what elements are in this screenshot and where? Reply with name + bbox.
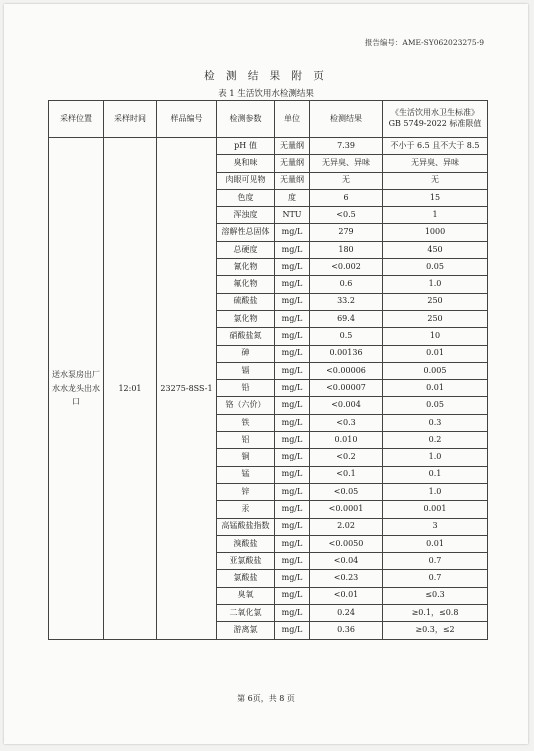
limit-cell: ≥0.1，≤0.8: [383, 605, 488, 622]
sample-time-cell: 12:01: [104, 138, 157, 640]
param-cell: 硝酸盐氮: [217, 328, 275, 345]
unit-cell: 无量纲: [275, 155, 310, 172]
param-cell: 色度: [217, 189, 275, 206]
limit-cell: 0.01: [383, 345, 488, 362]
result-cell: 0.36: [310, 622, 383, 639]
page-footer: 第 6页，共 8 页: [237, 694, 295, 703]
table-header-row: [49, 101, 488, 138]
header-sample-id: 样品编号: [157, 101, 217, 138]
result-cell: 6: [310, 189, 383, 206]
limit-cell: 1: [383, 207, 488, 224]
result-cell: 0.010: [310, 432, 383, 449]
result-cell: 33.2: [310, 293, 383, 310]
unit-cell: mg/L: [275, 483, 310, 500]
limit-cell: ≥0.3，≤2: [383, 622, 488, 639]
limit-cell: 0.001: [383, 501, 488, 518]
limit-cell: 0.3: [383, 414, 488, 431]
param-cell: 氰化物: [217, 259, 275, 276]
limit-cell: 0.1: [383, 466, 488, 483]
header-unit: 单位: [275, 101, 310, 138]
limit-cell: 0.01: [383, 380, 488, 397]
table-caption: 表 1 生活饮用水检测结果: [218, 89, 314, 99]
param-cell: 臭氧: [217, 587, 275, 604]
unit-cell: mg/L: [275, 553, 310, 570]
unit-cell: mg/L: [275, 432, 310, 449]
result-cell: 0.6: [310, 276, 383, 293]
limit-cell: 无: [383, 172, 488, 189]
param-cell: 游离氯: [217, 622, 275, 639]
unit-cell: mg/L: [275, 570, 310, 587]
limit-cell: 1.0: [383, 276, 488, 293]
result-cell: 69.4: [310, 310, 383, 327]
param-cell: 亚氯酸盐: [217, 553, 275, 570]
report-number: 报告编号：AME-SY062023275-9: [364, 38, 484, 47]
unit-cell: mg/L: [275, 310, 310, 327]
header-standard: [383, 101, 488, 138]
header-standard-line1: 《生活饮用水卫生标准》: [391, 108, 479, 118]
param-cell: 溴酸盐: [217, 535, 275, 552]
result-cell: 0.24: [310, 605, 383, 622]
unit-cell: mg/L: [275, 241, 310, 258]
unit-cell: mg/L: [275, 622, 310, 639]
header-param: 检测参数: [217, 101, 275, 138]
limit-cell: 不小于 6.5 且不大于 8.5: [383, 138, 488, 155]
result-cell: <0.0001: [310, 501, 383, 518]
result-cell: 180: [310, 241, 383, 258]
unit-cell: mg/L: [275, 380, 310, 397]
limit-cell: 1000: [383, 224, 488, 241]
result-cell: 无异臭、异味: [310, 155, 383, 172]
result-cell: <0.0050: [310, 535, 383, 552]
limit-cell: 15: [383, 189, 488, 206]
param-cell: 总硬度: [217, 241, 275, 258]
unit-cell: mg/L: [275, 362, 310, 379]
unit-cell: 无量纲: [275, 138, 310, 155]
unit-cell: mg/L: [275, 587, 310, 604]
limit-cell: 0.005: [383, 362, 488, 379]
limit-cell: 450: [383, 241, 488, 258]
param-cell: 砷: [217, 345, 275, 362]
unit-cell: mg/L: [275, 466, 310, 483]
result-cell: <0.3: [310, 414, 383, 431]
param-cell: 镉: [217, 362, 275, 379]
result-cell: <0.2: [310, 449, 383, 466]
unit-cell: mg/L: [275, 259, 310, 276]
param-cell: 铁: [217, 414, 275, 431]
limit-cell: 250: [383, 293, 488, 310]
param-cell: 汞: [217, 501, 275, 518]
document-page: [4, 4, 528, 744]
table-row: [49, 138, 488, 155]
result-cell: <0.01: [310, 587, 383, 604]
limit-cell: 0.2: [383, 432, 488, 449]
param-cell: 锰: [217, 466, 275, 483]
param-cell: 氯化物: [217, 310, 275, 327]
param-cell: 氯酸盐: [217, 570, 275, 587]
unit-cell: 无量纲: [275, 172, 310, 189]
result-cell: <0.002: [310, 259, 383, 276]
result-cell: <0.1: [310, 466, 383, 483]
unit-cell: NTU: [275, 207, 310, 224]
param-cell: 锌: [217, 483, 275, 500]
result-cell: <0.23: [310, 570, 383, 587]
limit-cell: 1.0: [383, 449, 488, 466]
limit-cell: 0.7: [383, 553, 488, 570]
limit-cell: 10: [383, 328, 488, 345]
param-cell: 硫酸盐: [217, 293, 275, 310]
results-table: [48, 100, 488, 640]
header-location: 采样位置: [49, 101, 104, 138]
header-result: 检测结果: [310, 101, 383, 138]
unit-cell: mg/L: [275, 535, 310, 552]
unit-cell: mg/L: [275, 276, 310, 293]
result-cell: 0.00136: [310, 345, 383, 362]
unit-cell: mg/L: [275, 397, 310, 414]
param-cell: 肉眼可见物: [217, 172, 275, 189]
unit-cell: mg/L: [275, 449, 310, 466]
result-cell: <0.5: [310, 207, 383, 224]
result-cell: 2.02: [310, 518, 383, 535]
result-cell: 0.5: [310, 328, 383, 345]
result-cell: 279: [310, 224, 383, 241]
header-standard-line2: GB 5749-2022 标准限值: [388, 119, 482, 128]
limit-cell: 0.05: [383, 259, 488, 276]
limit-cell: 无异臭、异味: [383, 155, 488, 172]
unit-cell: mg/L: [275, 605, 310, 622]
result-cell: <0.05: [310, 483, 383, 500]
param-cell: 浑浊度: [217, 207, 275, 224]
unit-cell: mg/L: [275, 224, 310, 241]
result-cell: 无: [310, 172, 383, 189]
param-cell: pH 值: [217, 138, 275, 155]
sample-id-cell: 23275-8SS-1: [157, 138, 217, 640]
limit-cell: ≤0.3: [383, 587, 488, 604]
param-cell: 溶解性总固体: [217, 224, 275, 241]
unit-cell: mg/L: [275, 345, 310, 362]
result-cell: 7.39: [310, 138, 383, 155]
param-cell: 二氧化氯: [217, 605, 275, 622]
param-cell: 臭和味: [217, 155, 275, 172]
param-cell: 高锰酸盐指数: [217, 518, 275, 535]
limit-cell: 3: [383, 518, 488, 535]
unit-cell: mg/L: [275, 328, 310, 345]
limit-cell: 250: [383, 310, 488, 327]
result-cell: <0.00006: [310, 362, 383, 379]
page-heading: 检 测 结 果 附 页: [204, 70, 328, 82]
limit-cell: 0.7: [383, 570, 488, 587]
unit-cell: mg/L: [275, 518, 310, 535]
param-cell: 铜: [217, 449, 275, 466]
header-time: 采样时间: [104, 101, 157, 138]
param-cell: 铝: [217, 432, 275, 449]
limit-cell: 1.0: [383, 483, 488, 500]
result-cell: <0.04: [310, 553, 383, 570]
limit-cell: 0.01: [383, 535, 488, 552]
param-cell: 铅: [217, 380, 275, 397]
unit-cell: mg/L: [275, 293, 310, 310]
unit-cell: mg/L: [275, 501, 310, 518]
unit-cell: 度: [275, 189, 310, 206]
param-cell: 铬（六价）: [217, 397, 275, 414]
unit-cell: mg/L: [275, 414, 310, 431]
result-cell: <0.00007: [310, 380, 383, 397]
param-cell: 氟化物: [217, 276, 275, 293]
result-cell: <0.004: [310, 397, 383, 414]
sample-location-cell: 送水泵房出厂水水龙头出水口: [49, 138, 104, 640]
limit-cell: 0.05: [383, 397, 488, 414]
